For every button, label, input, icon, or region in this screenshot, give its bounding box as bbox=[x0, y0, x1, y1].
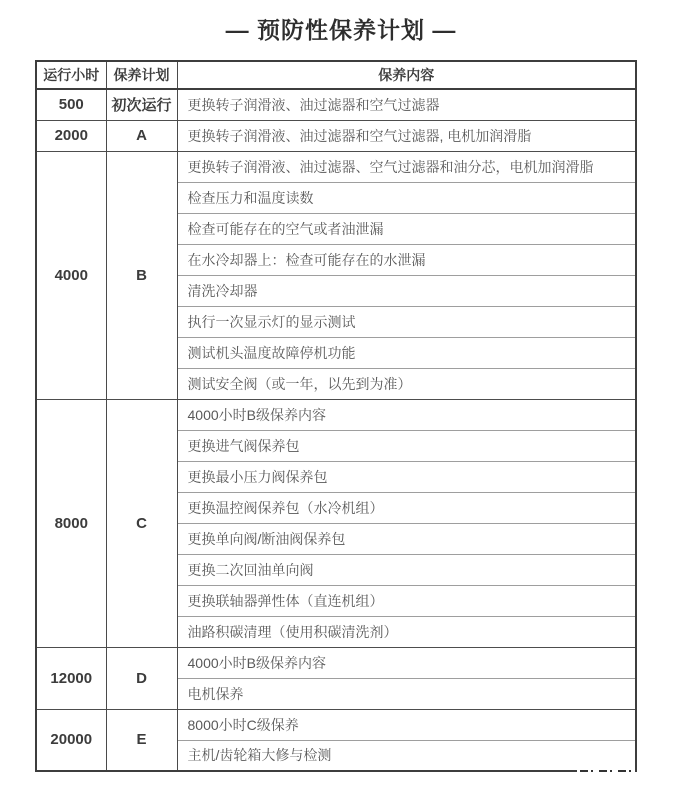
plan-cell: A bbox=[106, 120, 177, 151]
dashed-border-artifact bbox=[577, 770, 635, 772]
header-content: 保养内容 bbox=[177, 61, 636, 89]
hours-cell: 20000 bbox=[36, 709, 106, 771]
header-row bbox=[36, 61, 636, 89]
page-title: — 预防性保养计划 — bbox=[225, 17, 457, 43]
table-row bbox=[36, 647, 636, 678]
table-row bbox=[36, 120, 636, 151]
table-row bbox=[36, 151, 636, 182]
plan-cell: B bbox=[106, 151, 177, 399]
maintenance-item-cell: 测试机头温度故障停机功能 bbox=[177, 337, 636, 368]
hours-cell: 2000 bbox=[36, 120, 106, 151]
maintenance-item-cell: 检查压力和温度读数 bbox=[177, 182, 636, 213]
maintenance-item-cell: 4000小时B级保养内容 bbox=[177, 399, 636, 430]
maintenance-item-cell: 更换最小压力阀保养包 bbox=[177, 461, 636, 492]
maintenance-item-cell: 更换转子润滑液、油过滤器、空气过滤器和油分芯，电机加润滑脂 bbox=[177, 151, 636, 182]
maintenance-item-cell: 更换温控阀保养包（水冷机组） bbox=[177, 492, 636, 523]
table-header bbox=[36, 61, 636, 89]
header-plan: 保养计划 bbox=[106, 61, 177, 89]
maintenance-item-cell: 测试安全阀（或一年，以先到为准） bbox=[177, 368, 636, 399]
maintenance-item-cell: 油路积碳清理（使用积碳清洗剂） bbox=[177, 616, 636, 647]
maintenance-item-cell: 更换进气阀保养包 bbox=[177, 430, 636, 461]
maintenance-item-cell: 更换联轴器弹性体（直连机组） bbox=[177, 585, 636, 616]
maintenance-item-cell: 8000小时C级保养 bbox=[177, 709, 636, 740]
table-row bbox=[36, 709, 636, 740]
hours-cell: 500 bbox=[36, 89, 106, 120]
maintenance-item-cell: 主机/齿轮箱大修与检测 bbox=[177, 740, 636, 771]
maintenance-item-cell: 更换转子润滑液、油过滤器和空气过滤器 bbox=[177, 89, 636, 120]
maintenance-item-cell: 检查可能存在的空气或者油泄漏 bbox=[177, 213, 636, 244]
maintenance-table bbox=[35, 60, 637, 772]
hours-cell: 8000 bbox=[36, 399, 106, 647]
plan-cell: 初次运行 bbox=[106, 89, 177, 120]
maintenance-item-cell: 更换转子润滑液、油过滤器和空气过滤器, 电机加润滑脂 bbox=[177, 120, 636, 151]
maintenance-item-cell: 在水冷却器上：检查可能存在的水泄漏 bbox=[177, 244, 636, 275]
maintenance-item-cell: 更换单向阀/断油阀保养包 bbox=[177, 523, 636, 554]
maintenance-table-wrapper bbox=[35, 60, 635, 772]
hours-cell: 4000 bbox=[36, 151, 106, 399]
hours-cell: 12000 bbox=[36, 647, 106, 709]
header-hours: 运行小时 bbox=[36, 61, 106, 89]
table-row bbox=[36, 89, 636, 120]
maintenance-item-cell: 清洗冷却器 bbox=[177, 275, 636, 306]
table-row bbox=[36, 399, 636, 430]
maintenance-item-cell: 4000小时B级保养内容 bbox=[177, 647, 636, 678]
maintenance-table-body bbox=[36, 89, 636, 771]
maintenance-item-cell: 执行一次显示灯的显示测试 bbox=[177, 306, 636, 337]
plan-cell: D bbox=[106, 647, 177, 709]
plan-cell: E bbox=[106, 709, 177, 771]
plan-cell: C bbox=[106, 399, 177, 647]
maintenance-item-cell: 电机保养 bbox=[177, 678, 636, 709]
maintenance-item-cell: 更换二次回油单向阀 bbox=[177, 554, 636, 585]
